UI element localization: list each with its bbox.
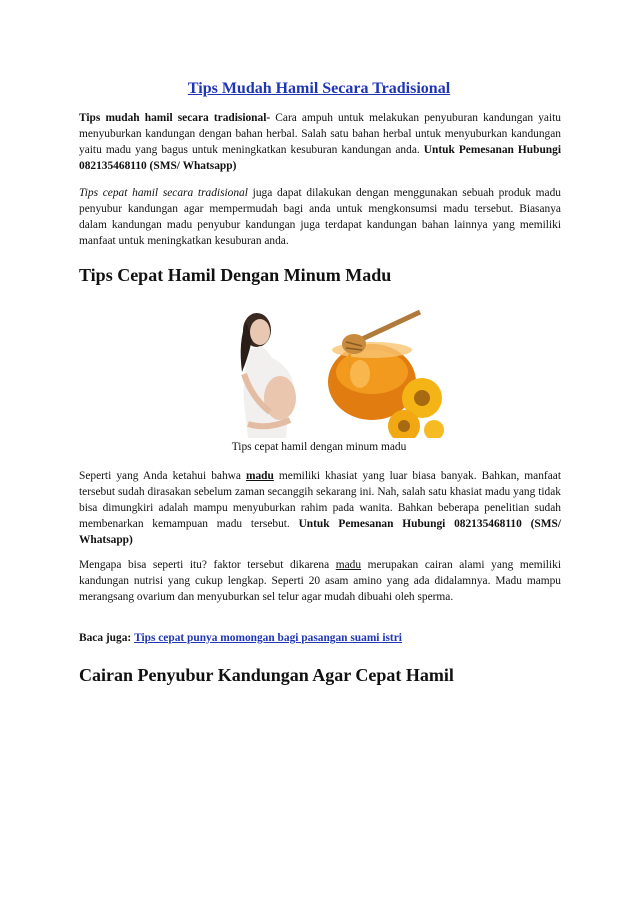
why-text-b: merupakan cairan alami yang memiliki kandungan nutrisi yang cukup lengkap. Seperti 20 asam amino yang ada didalamnya. Madu mampu merangsang ovarium dan menyuburkan sel telur agar mudah dibuahi oleh sperma. <box>79 559 561 603</box>
image-caption: Tips cepat hamil dengan minum madu <box>231 441 407 453</box>
page-title: Tips Mudah Hamil Secara Tradisional <box>187 80 451 97</box>
madu-text-a: Seperti yang Anda ketahui bahwa <box>79 470 246 482</box>
madu-keyword-link-2[interactable]: madu <box>335 559 362 571</box>
pregnant-woman-image <box>241 313 296 438</box>
honey-jar-image <box>328 342 416 420</box>
article-image <box>190 302 444 438</box>
section-heading-madu: Tips Cepat Hamil Dengan Minum Madu <box>79 265 392 285</box>
order-contact: Untuk Pemesanan Hubungi 082135468110 (SMS/ Whatsapp) <box>79 144 561 172</box>
order-contact-2: Untuk Pemesanan Hubungi 082135468110 (SMS/ Whatsapp) <box>79 518 561 546</box>
section-heading-cairan: Cairan Penyubur Kandungan Agar Cepat Hamil <box>79 665 454 685</box>
read-also-link[interactable]: Tips cepat punya momongan bagi pasangan suami istri <box>134 632 402 644</box>
intro-text: Cara ampuh untuk melakukan penyuburan kandungan yaitu menyuburkan kandungan dengan bahan herbal. Salah satu bahan herbal untuk menyuburkan kandungan yaitu madu yang bagus untuk meningkatkan kesuburan kandungan anda. <box>79 112 561 156</box>
madu-text-b: memiliki khasiat yang luar biasa banyak. Bahkan, manfaat tersebut sudah dirasakan sebelum zaman secanggih sekarang ini. Nah, salah satu khasiat madu yang tidak bisa dimungkiri adalah mampu menyuburkan rahim pada wanita. Bahkan beberapa penelitian sudah membenarkan kemampuan madu tersebut. <box>79 470 561 530</box>
second-paragraph <box>79 185 561 249</box>
madu-paragraph <box>79 468 561 548</box>
why-text-a: Mengapa bisa seperti itu? faktor tersebut dikarena <box>79 559 336 571</box>
intro-lead: Tips mudah hamil secara tradisional- <box>79 112 271 124</box>
intro-paragraph <box>79 110 561 174</box>
second-text: juga dapat dilakukan dengan menggunakan sebuah produk madu penyubur kandungan agar mempermudah bagi anda untuk mengkonsumsi madu tersebut. Biasanya dalam kandungan madu penyubur kandungan juga terdapat kandungan bahan lainnya yang memiliki manfaat untuk meningkatkan kesuburan anda. <box>79 187 561 247</box>
madu-keyword-link[interactable]: madu <box>245 470 274 482</box>
second-lead: Tips cepat hamil secara tradisional <box>79 187 248 199</box>
why-paragraph <box>79 557 561 605</box>
read-also <box>79 630 561 646</box>
read-also-label: Baca juga: <box>79 632 132 644</box>
